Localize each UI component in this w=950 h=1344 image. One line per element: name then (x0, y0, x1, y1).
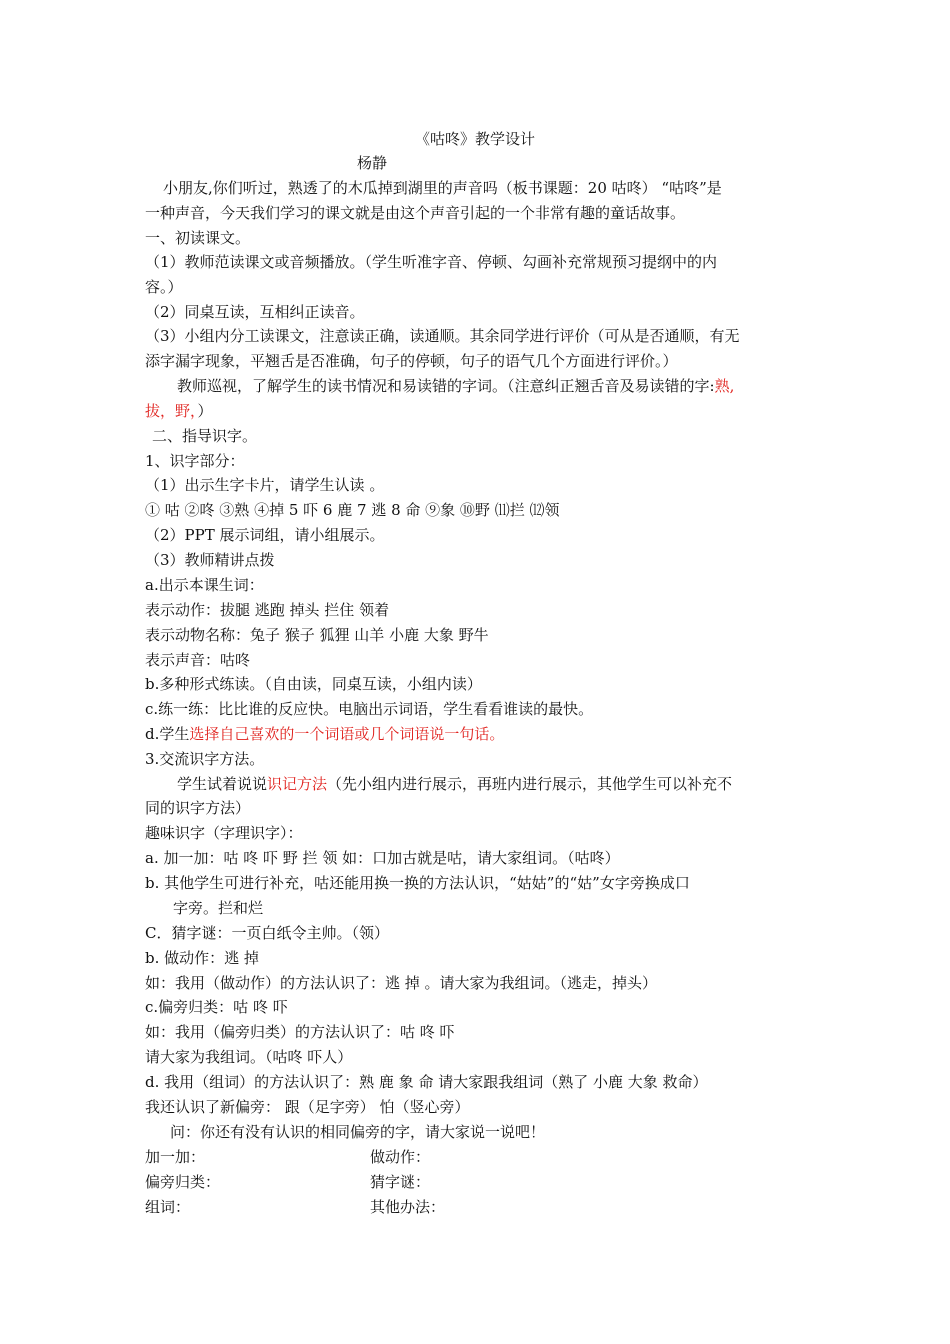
fun-item-b-line1: b. 其他学生可进行补充，咕还能用换一换的方法认识，“姑姑”的“姑”女字旁换成口 (145, 874, 690, 892)
fun-item-d-example: 如：我用（做动作）的方法认识了：逃 掉 。请大家为我组词。（逃走，掉头） (145, 974, 658, 992)
vocab-actions: 表示动作：拔腿 逃跑 掉头 拦住 领着 (145, 601, 390, 619)
practice-d-highlight: 选择自己喜欢的一个词语或几个词语说一句话。 (189, 725, 505, 743)
section2-step1: （1）出示生字卡片，请学生认读 。 (145, 476, 385, 494)
fun-item-d: b. 做动作：逃 掉 (145, 949, 259, 967)
section1-patrol-line2 (145, 401, 815, 421)
patrol-highlight-1: 熟, (714, 377, 735, 395)
method-try-prefix: 学生试着说说 (177, 775, 268, 793)
method-try-rest: （先小组内进行展示，再班内进行展示，其他学生可以补充不 (327, 775, 733, 793)
fun-literacy-heading: 趣味识字（字理识字）： (145, 824, 303, 842)
practice-b: b.多种形式练读。（自由读，同桌互读，小组内读） (145, 675, 482, 693)
fun-item-e: c.偏旁归类：咕 咚 吓 (145, 998, 288, 1016)
summary-row-1 (145, 1147, 815, 1167)
summary-riddle: 猜字谜： (370, 1173, 431, 1191)
section1-patrol-line1 (177, 376, 847, 396)
section1-item1-line1: （1）教师范读课文或音频播放。（学生听准字音、停顿、勾画补充常规预习提纲中的内 (145, 253, 718, 271)
character-list: ① 咕 ②咚 ③熟 ④掉 5 吓 6 鹿 7 逃 8 命 ⑨象 ⑩野 ⑾拦 ⑿领 (145, 501, 560, 519)
section2-step3: （3）教师精讲点拨 (145, 551, 275, 569)
section1-item3-line1: （3）小组内分工读课文，注意读正确，读通顺。其余同学进行评价（可从是否通顺，有无 (145, 327, 740, 345)
patrol-text: 教师巡视，了解学生的读书情况和易读错的字词。（注意纠正翘舌音及易读错的字: (177, 377, 715, 395)
summary-action: 做动作： (370, 1148, 431, 1166)
intro-line-1: 小朋友,你们听过，熟透了的木瓜掉到湖里的声音吗（板书课题：20 咕咚） “咕咚”是 (163, 179, 722, 197)
intro-line-2: 一种声音，今天我们学习的课文就是由这个声音引起的一个非常有趣的童话故事。 (145, 204, 686, 222)
section2-sub3: 3.交流识字方法。 (145, 750, 265, 768)
patrol-highlight-2: 拔，野， (145, 402, 198, 420)
practice-d (145, 724, 815, 744)
new-radicals: 我还认识了新偏旁： 跟（足字旁） 怕（竖心旁） (145, 1098, 470, 1116)
section1-heading: 一、初读课文。 (145, 229, 251, 247)
section1-item1-line2: 容。） (145, 278, 183, 296)
section2-step2: （2）PPT 展示词组，请小组展示。 (145, 526, 385, 544)
practice-c: c.练一练：比比谁的反应快。电脑出示词语，学生看看谁读的最快。 (145, 700, 594, 718)
method-try-line1 (177, 774, 847, 794)
practice-d-prefix: d.学生 (145, 725, 190, 743)
summary-other: 其他办法： (370, 1198, 446, 1216)
summary-add: 加一加： (145, 1148, 206, 1166)
closing-question: 问：你还有没有认识的相同偏旁的字，请大家说一说吧！ (170, 1123, 546, 1141)
summary-radical: 偏旁归类： (145, 1173, 221, 1191)
fun-item-f: d. 我用（组词）的方法认识了：熟 鹿 象 命 请大家跟我组词（熟了 小鹿 大象 救命） (145, 1073, 708, 1091)
section2-heading: 二、指导识字。 (152, 427, 258, 445)
summary-words: 组词： (145, 1198, 191, 1216)
fun-item-e-example: 如：我用（偏旁归类）的方法认识了：咕 咚 吓 (145, 1023, 455, 1041)
author-name: 杨静 (357, 154, 388, 172)
fun-item-b-line2: 字旁。拦和烂 (173, 899, 264, 917)
patrol-end: ） (197, 402, 213, 420)
method-try-highlight: 识记方法 (267, 775, 328, 793)
fun-item-c: C．猜字谜：一页白纸令主帅。（领） (145, 924, 389, 942)
fun-item-e-example-2: 请大家为我组词。（咕咚 吓人） (145, 1048, 353, 1066)
summary-row-2 (145, 1172, 815, 1192)
fun-item-a: a. 加一加：咕 咚 吓 野 拦 领 如：口加古就是咕，请大家组词。（咕咚） (145, 849, 620, 867)
vocab-sounds: 表示声音：咕咚 (145, 651, 251, 669)
vocab-animals: 表示动物名称：兔子 猴子 狐狸 山羊 小鹿 大象 野牛 (145, 626, 489, 644)
section2-sub1: 1、识字部分： (145, 452, 245, 470)
vocab-intro: a.出示本课生词： (145, 576, 264, 594)
method-try-line2: 同的识字方法） (145, 799, 251, 817)
section1-item2: （2）同桌互读，互相纠正读音。 (145, 303, 365, 321)
summary-row-3 (145, 1197, 815, 1217)
section1-item3-line2: 添字漏字现象，平翘舌是否准确，句子的停顿，句子的语气几个方面进行评价。） (145, 352, 678, 370)
document-title: 《咕咚》教学设计 (414, 130, 535, 148)
